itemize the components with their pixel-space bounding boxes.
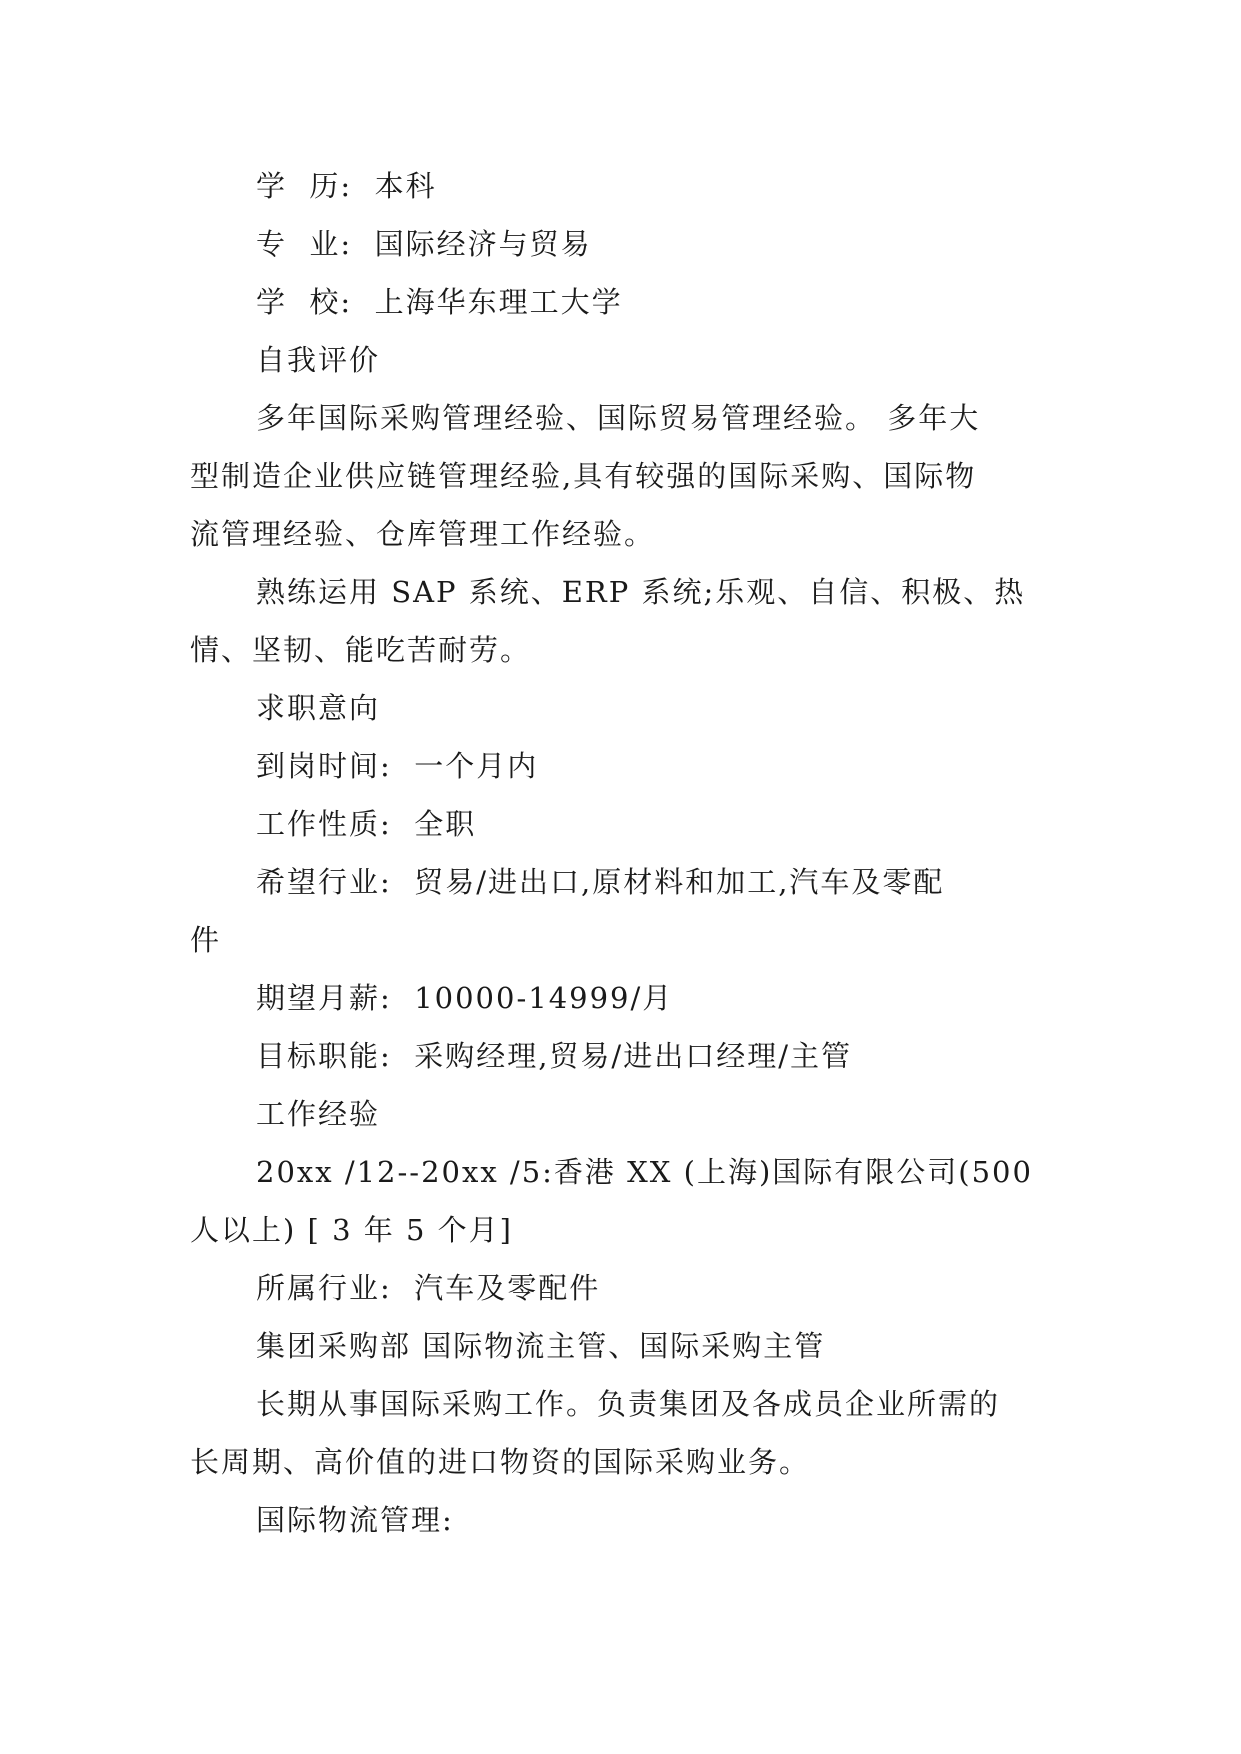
text-line: 件 <box>190 923 222 957</box>
text-line: 国际物流管理: <box>256 1503 454 1537</box>
text-line: 希望行业: 贸易/进出口,原材料和加工,汽车及零配 <box>256 865 945 899</box>
text-line: 期望月薪: 10000-14999/月 <box>256 981 674 1015</box>
text-line: 学 校: 上海华东理工大学 <box>256 285 623 319</box>
text-line: 工作性质: 全职 <box>256 807 477 841</box>
text-line: 人以上) [ 3 年 5 个月] <box>190 1213 513 1247</box>
text-line: 流管理经验、仓库管理工作经验。 <box>190 517 656 551</box>
text-line: 型制造企业供应链管理经验,具有较强的国际采购、国际物 <box>190 459 977 493</box>
section-heading: 工作经验 <box>256 1097 381 1131</box>
section-heading: 求职意向 <box>256 691 381 725</box>
text-line: 到岗时间: 一个月内 <box>256 749 539 783</box>
text-line: 所属行业: 汽车及零配件 <box>256 1271 601 1305</box>
text-line: 集团采购部 国际物流主管、国际采购主管 <box>256 1329 826 1363</box>
text-line: 情、坚韧、能吃苦耐劳。 <box>190 633 532 667</box>
text-line: 20xx /12--20xx /5:香港 XX (上海)国际有限公司(500 <box>256 1155 1033 1189</box>
text-line: 专 业: 国际经济与贸易 <box>256 227 592 261</box>
section-heading: 自我评价 <box>256 343 381 377</box>
text-line: 目标职能: 采购经理,贸易/进出口经理/主管 <box>256 1039 852 1073</box>
document-body <box>190 157 1050 1549</box>
text-line: 长周期、高价值的进口物资的国际采购业务。 <box>190 1445 811 1479</box>
text-line: 学 历: 本科 <box>256 169 437 203</box>
text-line: 熟练运用 SAP 系统、ERP 系统;乐观、自信、积极、热 <box>256 575 1026 609</box>
text-line: 多年国际采购管理经验、国际贸易管理经验。 多年大 <box>256 401 981 435</box>
text-line: 长期从事国际采购工作。负责集团及各成员企业所需的 <box>256 1387 1001 1421</box>
